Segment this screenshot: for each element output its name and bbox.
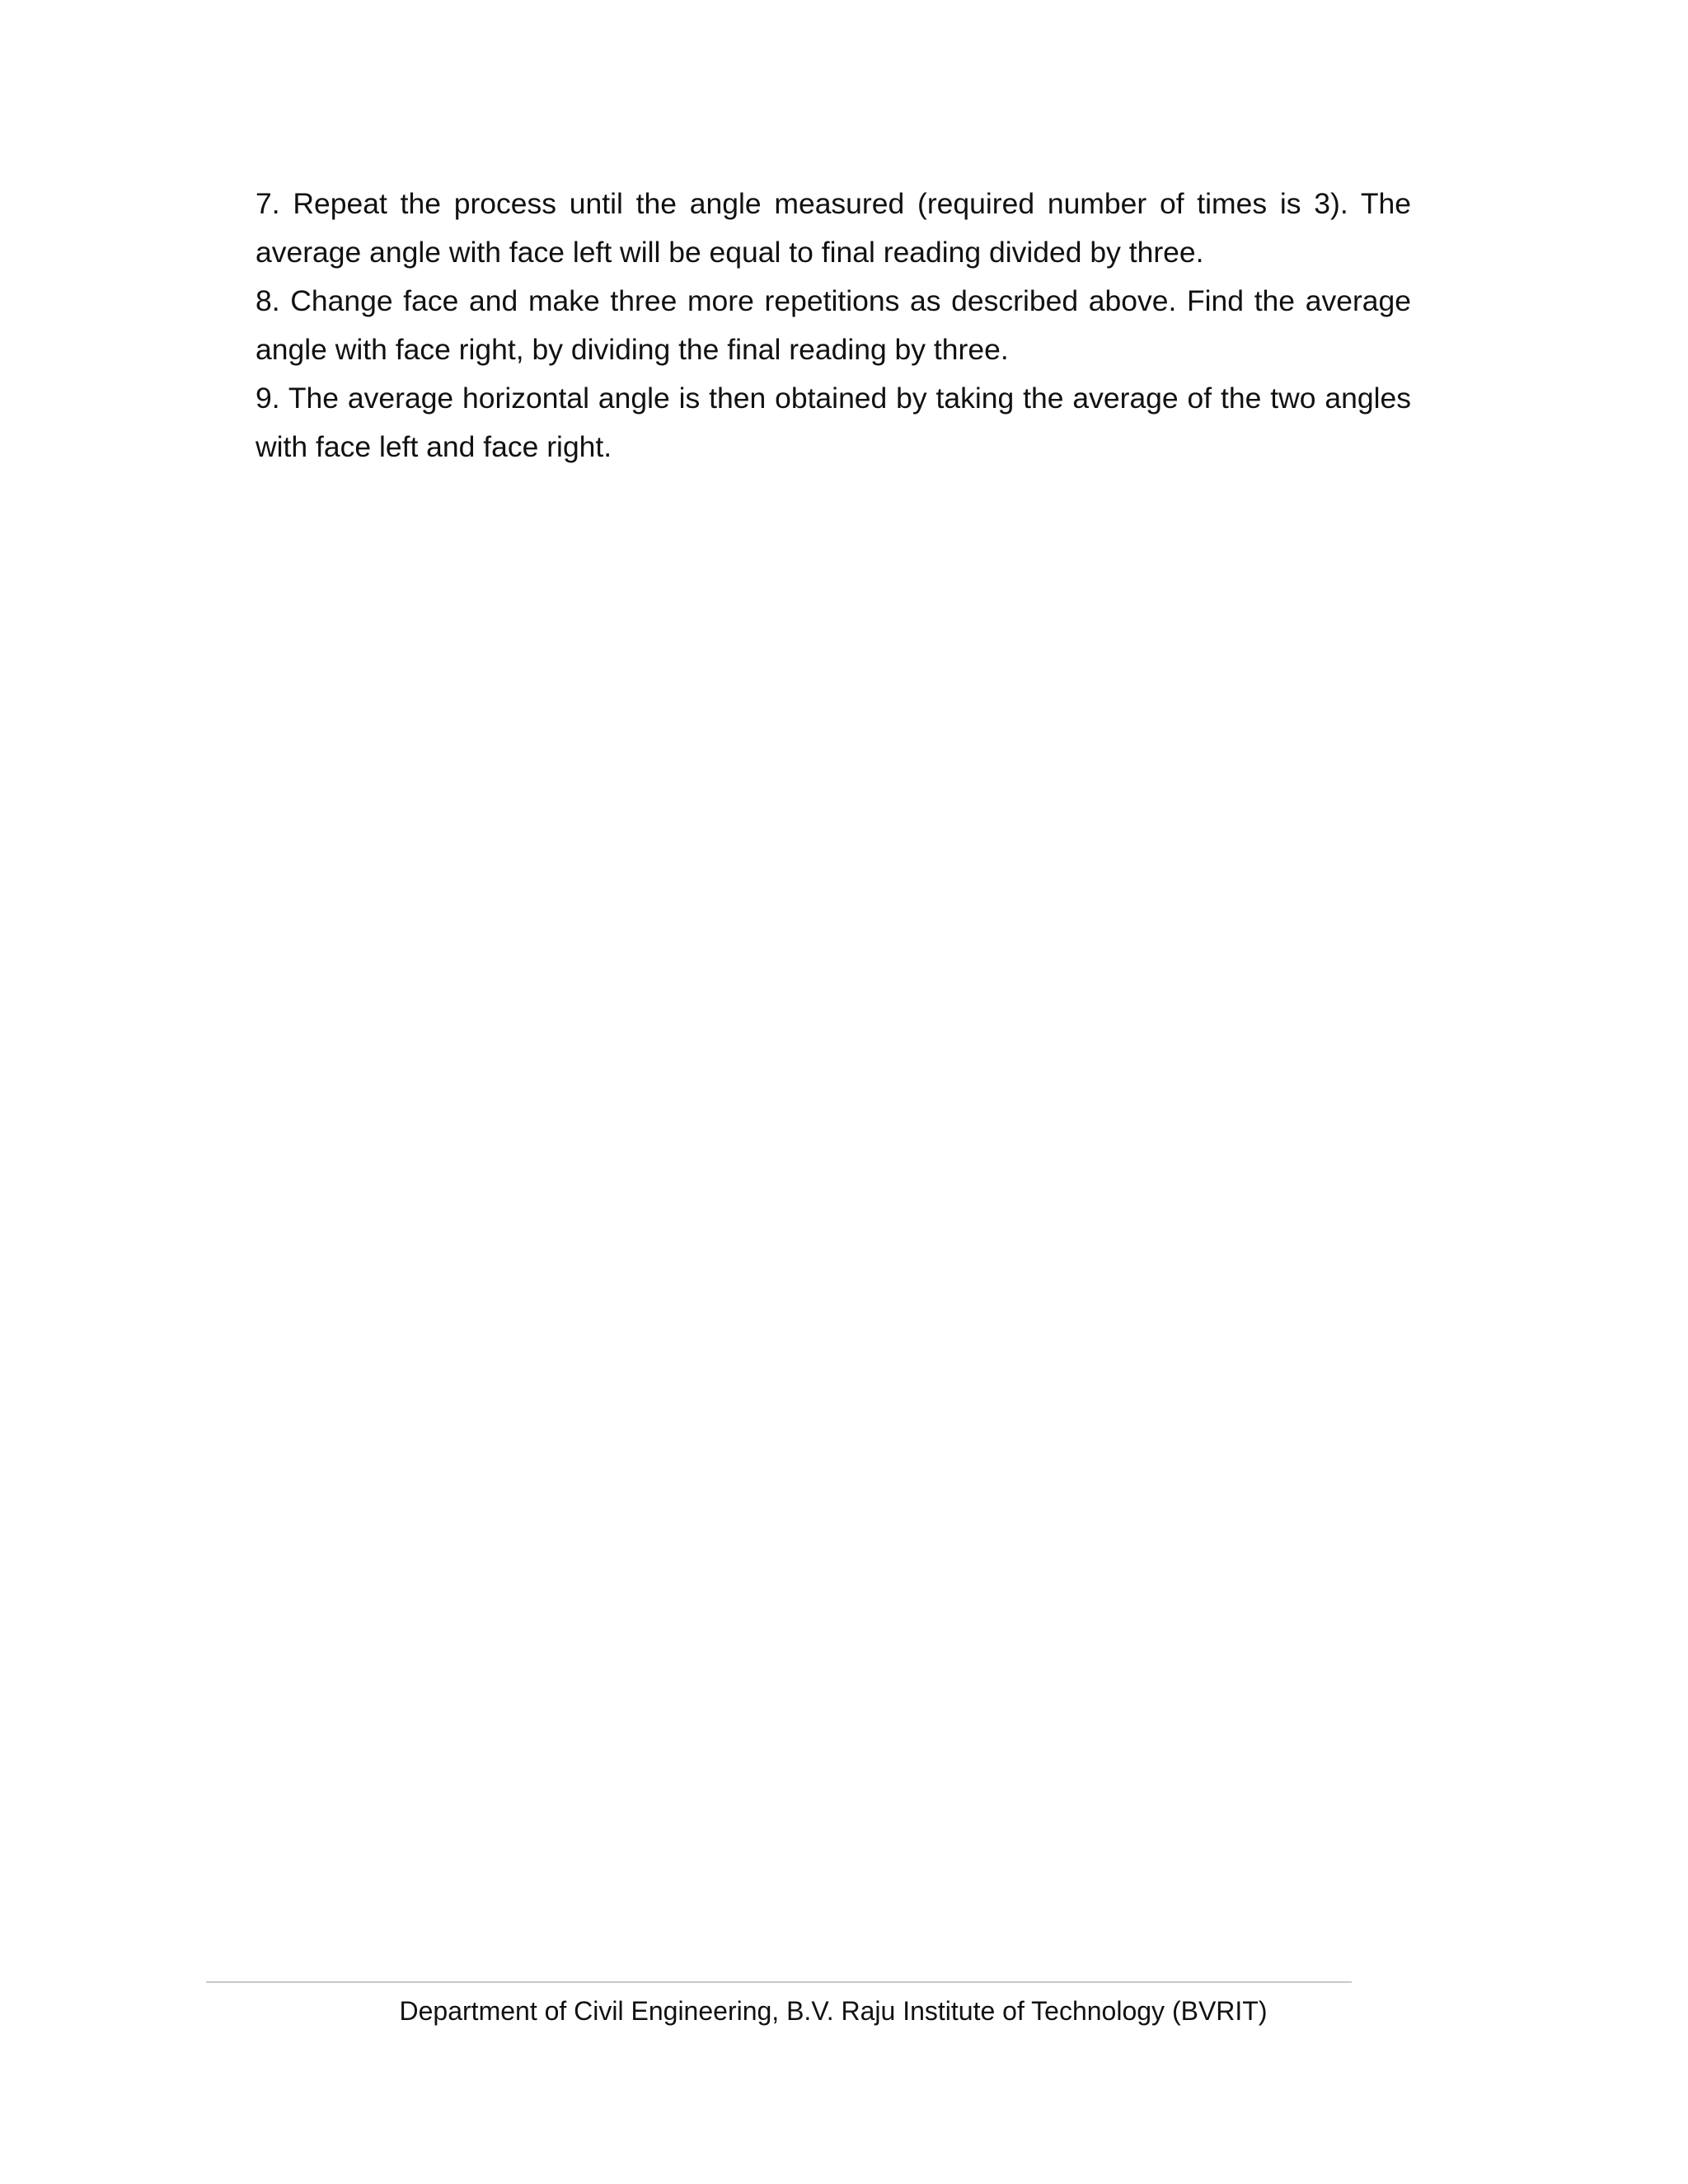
page-body <box>256 180 1411 471</box>
page-footer: Department of Civil Engineering, B.V. Raju Institute of Technology (BVRIT) <box>399 1996 1268 2026</box>
procedure-step-8: 8. Change face and make three more repetitions as described above. Find the average angle with face right, by dividing the final reading by three. <box>256 284 1411 366</box>
footer-divider <box>206 1981 1352 1983</box>
procedure-step-9: 9. The average horizontal angle is then obtained by taking the average of the two angles with face left and face right. <box>256 382 1411 463</box>
procedure-step-7: 7. Repeat the process until the angle measured (required number of times is 3). The average angle with face left will be equal to final reading divided by three. <box>256 187 1411 269</box>
